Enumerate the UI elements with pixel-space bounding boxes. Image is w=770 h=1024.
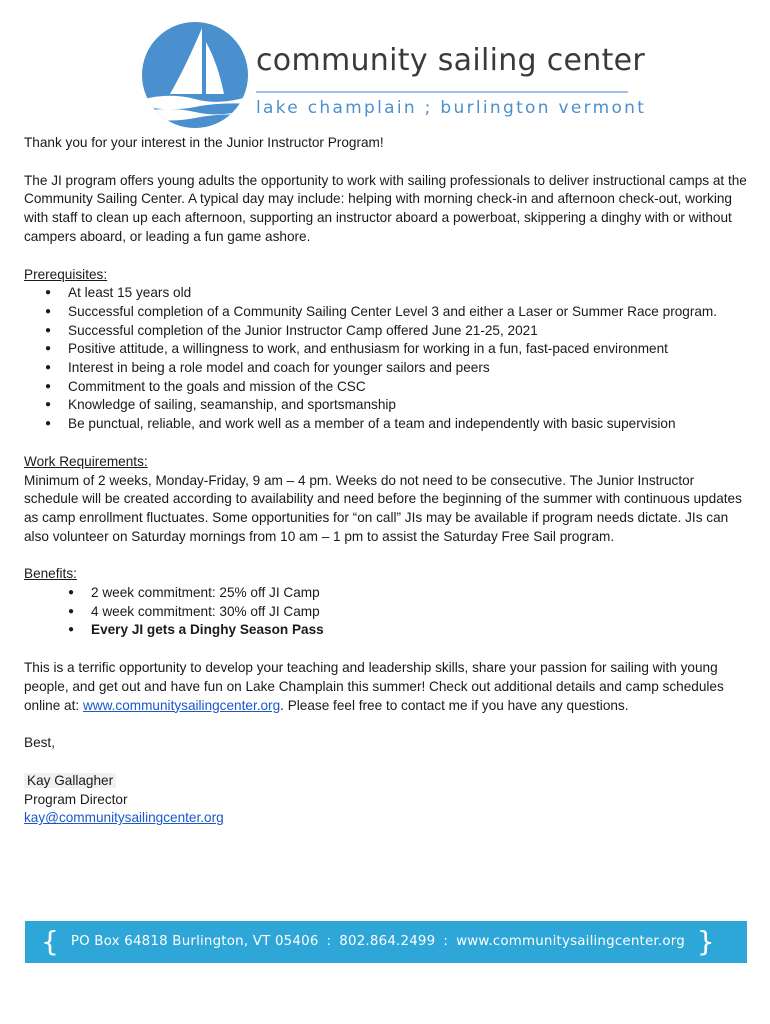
- list-item: ● Knowledge of sailing, seamanship, and sportsmanship: [24, 396, 750, 415]
- closing-text-end: . Please feel free to contact me if you have any questions.: [280, 697, 629, 713]
- org-name: community sailing center: [256, 43, 646, 78]
- footer-contact: [71, 933, 685, 952]
- prerequisites-heading: Prerequisites:: [24, 266, 108, 282]
- benefits-list: [24, 584, 750, 640]
- list-item: ● Successful completion of a Community Sailing Center Level 3 and either a Laser or Summer Race program.: [24, 303, 750, 322]
- letterhead: [140, 20, 647, 132]
- list-item-highlight: ● Every JI gets a Dinghy Season Pass: [24, 621, 750, 640]
- email-link[interactable]: kay@communitysailingcenter.org: [24, 810, 224, 826]
- footer-brace-close: }: [696, 925, 715, 958]
- list-item: ● 2 week commitment: 25% off JI Camp: [24, 584, 750, 603]
- list-item: ● Successful completion of the Junior Instructor Camp offered June 21-25, 2021: [24, 322, 750, 341]
- work-requirements-text: Minimum of 2 weeks, Monday-Friday, 9 am – 4 pm. Weeks do not need to be consecutive. The Junior Instructor schedule will be created according to availability and need before the beginning of the summer with continuous updates as camp enrollment fluctuates. Some opportunities for “on call” JIs may be available if program needs dictate. JIs can also volunteer on Saturday mornings from 10 am – 1 pm to assist the Saturday Free Sail program.: [24, 472, 742, 544]
- footer-brace-open: {: [41, 925, 59, 958]
- list-item: ● At least 15 years old: [24, 284, 750, 303]
- list-item: ● Positive attitude, a willingness to work, and enthusiasm for working in a fun, fast-paced environment: [24, 340, 750, 359]
- list-item: ● Commitment to the goals and mission of the CSC: [24, 378, 750, 397]
- closing-paragraph: [24, 659, 750, 715]
- footer-address: PO Box 64818 Burlington, VT 05406: [70, 933, 319, 949]
- org-location: lake champlain ; burlington vermont: [256, 98, 647, 118]
- signature-block: [24, 772, 750, 791]
- footer-separator: :: [443, 933, 449, 949]
- work-requirements-heading: Work Requirements:: [24, 453, 148, 469]
- signature-email-line: [24, 809, 750, 828]
- signature-title: Program Director: [24, 791, 128, 807]
- header-divider: [256, 91, 628, 93]
- closing-text: This is a terrific opportunity to develop your teaching and leadership skills, share your passion for sailing with young people, and get out and have fun on Lake Champlain this summer! Check out additional details and camp schedules online at:: [24, 660, 724, 713]
- list-item: ● Be punctual, reliable, and work well as a member of a team and independently with basic supervision: [24, 415, 750, 434]
- benefits-heading: Benefits:: [24, 566, 77, 582]
- footer-phone: 802.864.2499: [339, 933, 436, 949]
- letter-body: [24, 134, 750, 828]
- signature-name: Kay Gallagher: [24, 773, 116, 788]
- website-link[interactable]: www.communitysailingcenter.org: [82, 697, 281, 713]
- signoff: Best,: [24, 735, 55, 751]
- sailboat-logo-icon: [140, 20, 250, 130]
- list-item: ● 4 week commitment: 30% off JI Camp: [24, 603, 750, 622]
- intro-text: Thank you for your interest in the Junior Instructor Program!: [24, 135, 384, 150]
- footer-bar: [25, 921, 747, 963]
- overview-text: The JI program offers young adults the opportunity to work with sailing professionals to deliver instructional camps at the Community Sailing Center. A typical day may include: helping with morning check-in and afternoon check-out, working with staff to clean up each afternoon, supporting an instructor aboard a powerboat, skippering a dinghy with or without campers aboard, or leading a fun game ashore.: [24, 172, 747, 244]
- prerequisites-list: [24, 284, 750, 434]
- footer-separator: :: [326, 933, 332, 949]
- footer-website: www.communitysailingcenter.org: [456, 933, 685, 949]
- list-item: ● Interest in being a role model and coach for younger sailors and peers: [24, 359, 750, 378]
